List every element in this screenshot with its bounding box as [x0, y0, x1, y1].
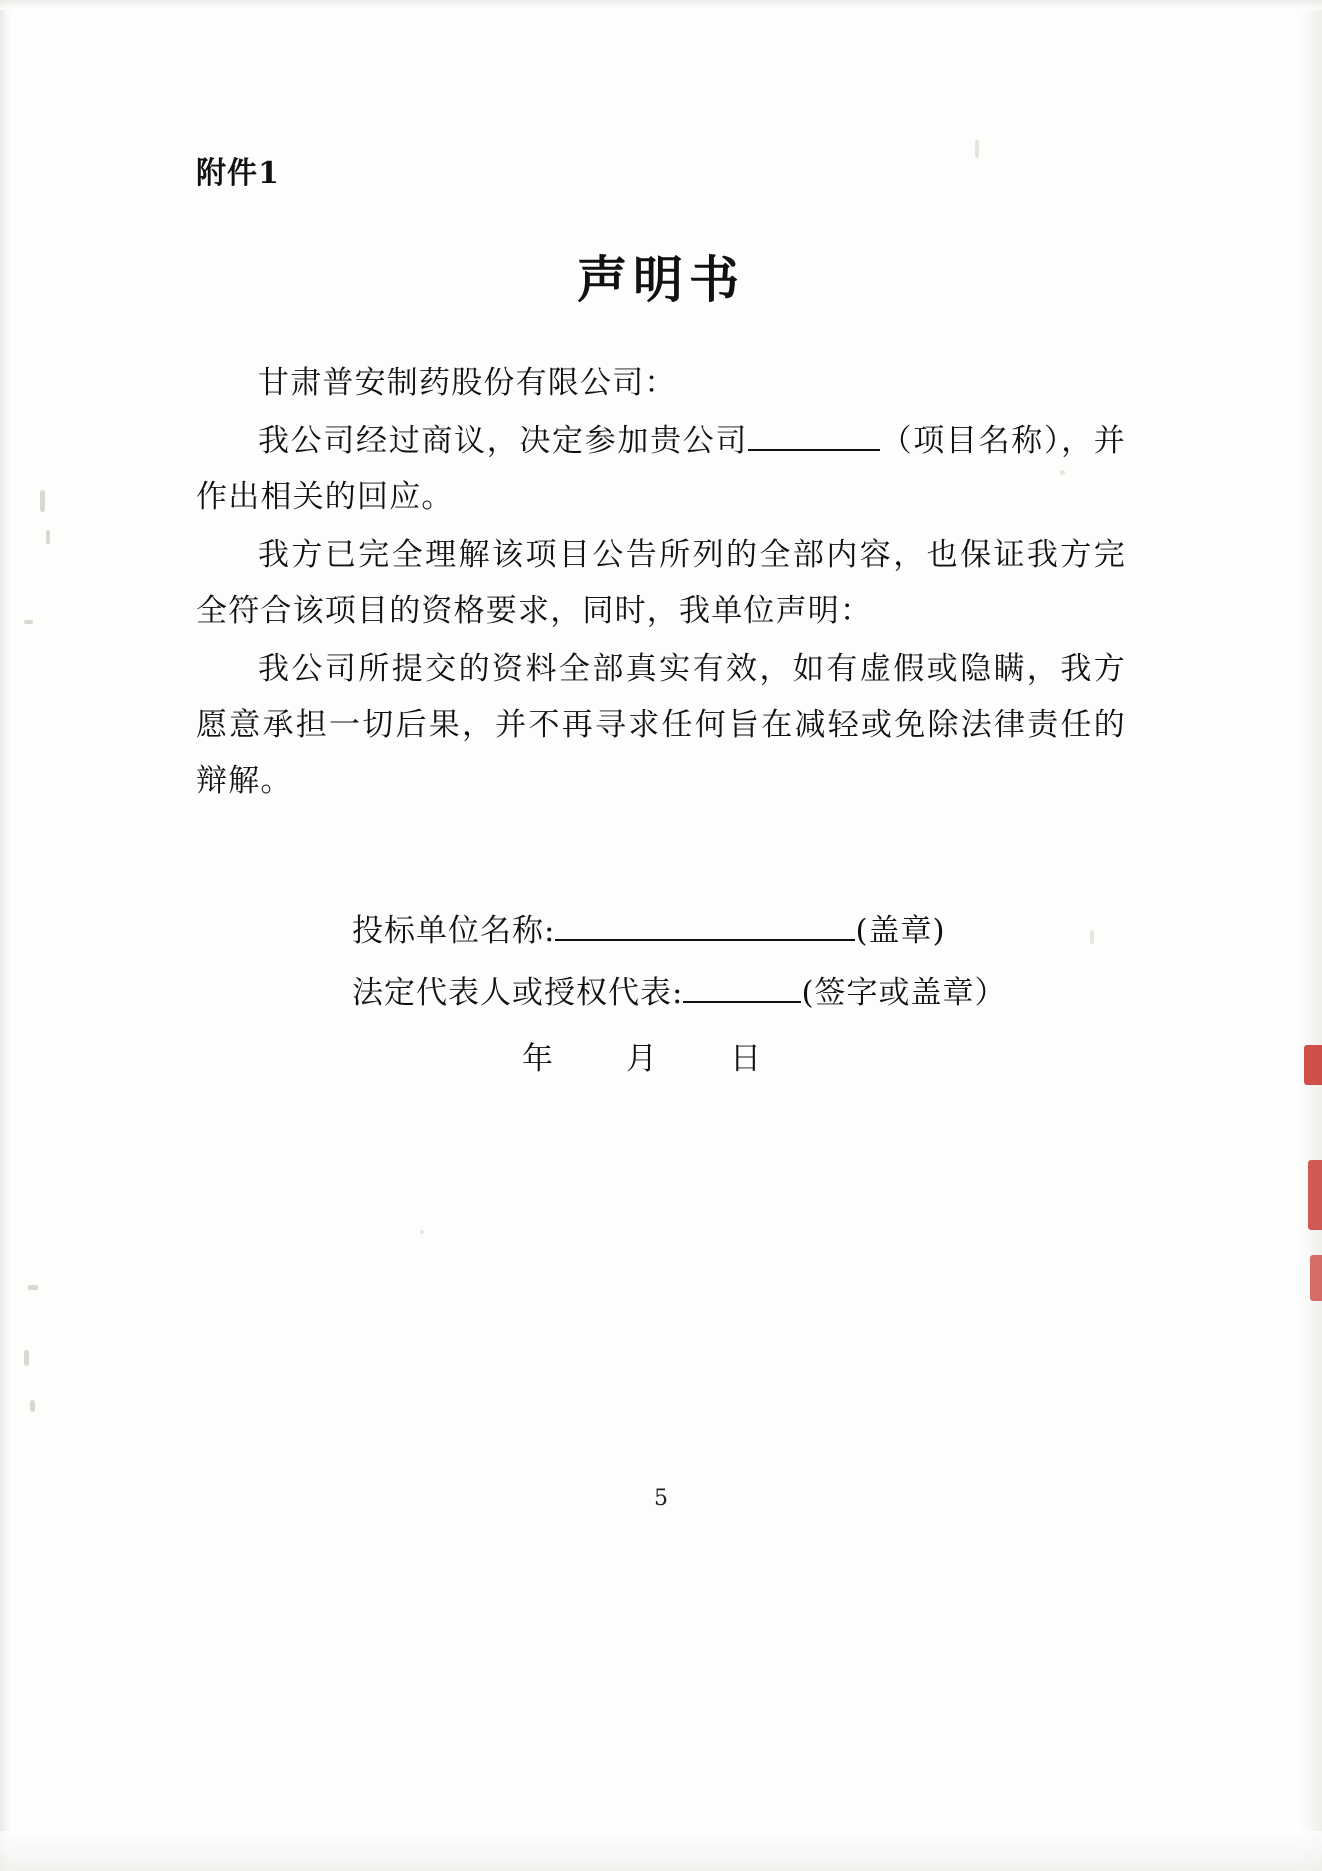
date-year-label: 年: [522, 1041, 554, 1077]
page-number: 5: [654, 1486, 668, 1511]
representative-note: (签字或盖章）: [801, 975, 1007, 1011]
representative-blank[interactable]: [683, 1001, 801, 1003]
declaration-body: [196, 355, 1126, 811]
paragraph-understanding-text: 我方已完全理解该项目公告所列的全部内容，也保证我方完全符合该项目的资格要求，同时，我单位声明：: [196, 537, 1126, 629]
bidder-name-blank[interactable]: [555, 939, 855, 941]
representative-row: [352, 962, 1092, 1024]
addressee-text: 甘肃普安制药股份有限公司：: [258, 365, 677, 401]
signature-block: [352, 900, 1092, 1090]
bidder-name-row: [352, 900, 1092, 962]
addressee-line: [196, 355, 1126, 411]
date-month-label: 月: [626, 1041, 658, 1077]
paragraph-authenticity-text: 我公司所提交的资料全部真实有效，如有虚假或隐瞒，我方愿意承担一切后果，并不再寻求任何旨在减轻或免除法律责任的辩解。: [196, 651, 1126, 799]
paragraph-participation-lead: 我公司经过商议，决定参加贵公司: [258, 423, 749, 459]
paragraph-participation-tail: （项目名称），并作出相关的回应。: [196, 423, 1126, 515]
bidder-name-label: 投标单位名称:: [352, 913, 556, 949]
paragraph-understanding: [196, 527, 1126, 639]
representative-label: 法定代表人或授权代表:: [352, 975, 684, 1011]
paragraph-participation: [196, 413, 1126, 525]
attachment-label: 附件1: [196, 156, 280, 191]
page-title: 声明书: [577, 250, 745, 309]
project-name-blank[interactable]: [748, 449, 880, 451]
paragraph-authenticity: [196, 641, 1126, 809]
date-day-label: 日: [730, 1041, 762, 1077]
date-row: [352, 1028, 1092, 1090]
bidder-name-note: (盖章): [855, 913, 946, 949]
